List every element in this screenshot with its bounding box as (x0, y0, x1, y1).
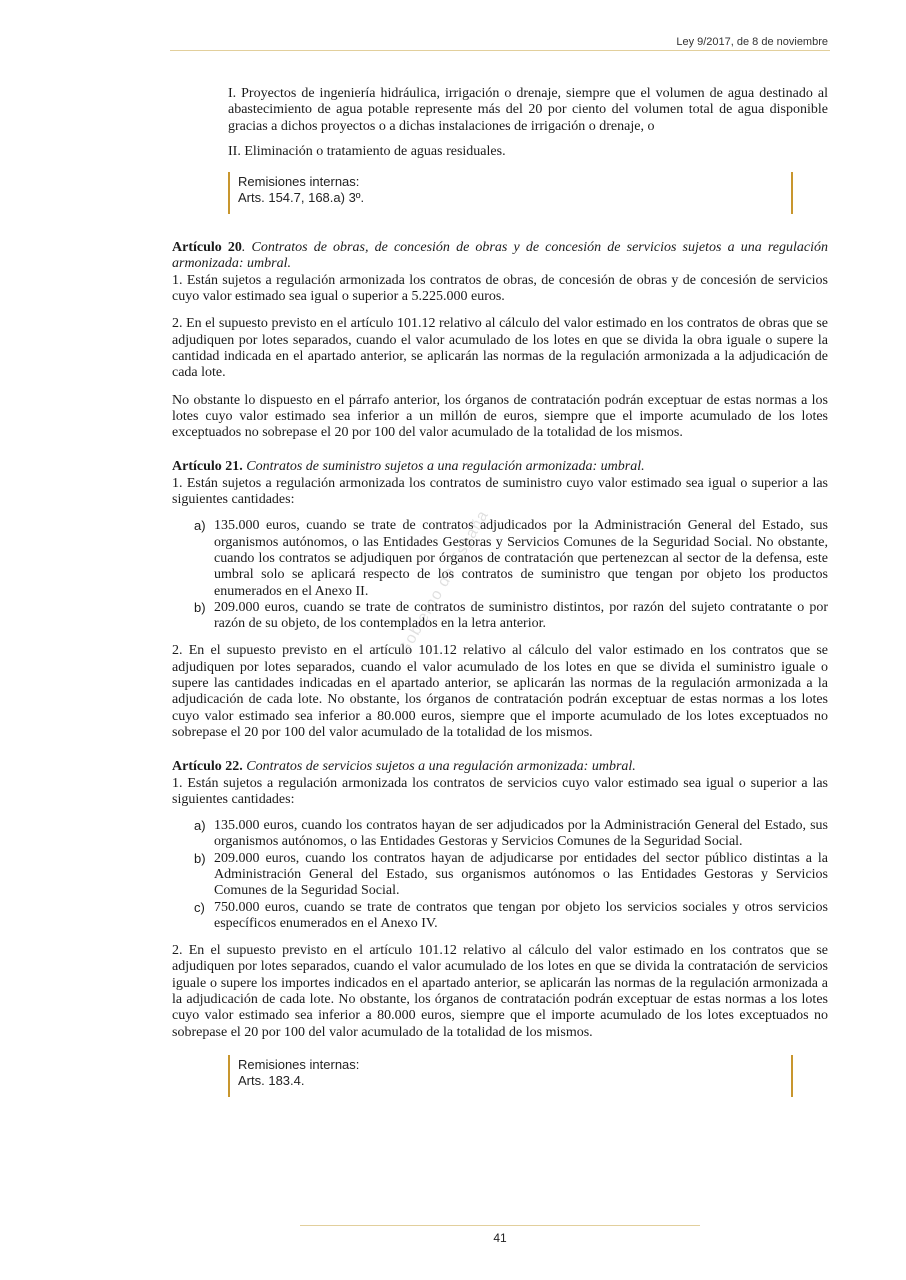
article-subtitle: Contratos de servicios sujetos a una regulación armonizada: umbral. (242, 759, 636, 775)
list-marker: c) (194, 899, 205, 915)
page-number: 41 (493, 1231, 507, 1245)
paragraph: 2. En el supuesto previsto en el artículo 101.12 relativo al cálculo del valor estimado en los contratos que se adjudiquen por lotes separados, cuando el valor acumulado de los lotes en que se divida el suministro iguale o supere las cantidades indicadas en el apartado anterior, se aplicarán las normas de la regulación armonizada a la adjudicación de cada lote. No obstante, los órganos de contratación podrán exceptuar de estas normas a los lotes cuyo valor estimado sea inferior a 80.000 euros, siempre que el importe acumulado de los lotes exceptuados no sobrepase el 20 por 100 del valor acumulado de la totalidad de los mismos. (172, 643, 828, 740)
list (172, 818, 828, 932)
list-item (172, 518, 828, 599)
article-heading: Artículo 21. (172, 459, 243, 475)
paragraph: 1. Están sujetos a regulación armonizada los contratos de obras, de concesión de obras y de concesión de servicios cuyo valor estimado sea igual o superior a 5.225.000 euros. (172, 272, 828, 305)
article-20-title (172, 240, 828, 273)
list-item-text: 135.000 euros, cuando los contratos hayan de ser adjudicados por la Administración General del Estado, sus organismos autónomos, o las Entidades Gestoras y Servicios Comunes de la Seguridad Social. (214, 818, 828, 850)
article-heading: Artículo 20 (172, 240, 242, 256)
list-item-text: 750.000 euros, cuando se trate de contratos que tengan por objeto los servicios sociales y otros servicios específicos enumerados en el Anexo IV. (214, 899, 828, 931)
header-divider (170, 50, 830, 51)
list-item-text: 209.000 euros, cuando los contratos hayan de adjudicarse por entidades del sector público distintas a la Administración General del Estado, sus organismos autónomos o las Entidades Gestoras y Servicios Comunes de la Seguridad Social. (214, 850, 828, 899)
remission-label: Remisiones internas: (238, 1056, 360, 1072)
article-21-title (172, 459, 828, 475)
list (172, 518, 828, 632)
article-heading: Artículo 22. (172, 759, 243, 775)
item-II: II. Eliminación o tratamiento de aguas residuales. (228, 143, 506, 159)
article-subtitle: . Contratos de obras, de concesión de obras y de concesión de servicios sujetos a una regulación armonizada: umbral. (172, 240, 828, 272)
list-item-text: 135.000 euros, cuando se trate de contratos adjudicados por la Administración General del Estado, sus organismos autónomos, o las Entidades Gestoras y Servicios Comunes de la Seguridad Social. No obstante, cuando los contratos se adjudiquen por órganos de contratación que pertenezcan al sector de la defensa, este umbral solo se aplicará respecto de los contratos de suministro que tengan por objeto los productos enumerados en el Anexo II. (214, 518, 828, 599)
paragraph: No obstante lo dispuesto en el párrafo anterior, los órganos de contratación podrán exceptuar de estas normas a los lotes cuyo valor estimado sea inferior a un millón de euros, siempre que el importe acumulado de los lotes exceptuados no sobrepase el 20 por 100 del valor acumulado de la totalidad de los mismos. (172, 392, 828, 441)
item-I: I. Proyectos de ingeniería hidráulica, irrigación o drenaje, siempre que el volumen de agua destinado al abastecimiento de agua potable represente más del 20 por ciento del volumen total de agua disponible gracias a dichos proyectos o a dichas instalaciones de irrigación o drenaje, o (228, 86, 828, 134)
remission-label: Remisiones internas: (238, 174, 360, 190)
list-marker: b) (194, 599, 206, 615)
list-item (172, 851, 828, 900)
document-body (172, 86, 828, 1097)
list-item (172, 818, 828, 851)
article-22-title (172, 759, 828, 775)
paragraph: 2. En el supuesto previsto en el artículo 101.12 relativo al cálculo del valor estimado en los contratos que se adjudiquen por lotes separados, cuando el valor acumulado de los lotes en que se divida la contratación de servicios iguale o supere los importes indicados en el apartado anterior, se aplicarán las normas de la regulación armonizada a la adjudicación de cada lote. No obstante, los órganos de contratación podrán exceptuar de estas normas a los lotes cuyo valor estimado sea inferior a 80.000 euros, siempre que el importe acumulado de los lotes exceptuados no sobrepase el 20 por 100 del valor acumulado de la totalidad de los mismos. (172, 943, 828, 1040)
footer-divider (300, 1225, 700, 1226)
internal-references-box (228, 172, 793, 214)
running-header: Ley 9/2017, de 8 de noviembre (676, 36, 828, 48)
internal-references-box (228, 1055, 793, 1097)
list-marker: b) (194, 850, 206, 866)
list-item (172, 600, 828, 633)
paragraph: 2. En el supuesto previsto en el artículo 101.12 relativo al cálculo del valor estimado en los contratos de obras que se adjudiquen por lotes separados, cuando el valor acumulado de los lotes en que se divida la obra iguale o supere la cantidad indicada en el apartado anterior, se aplicarán las normas de la regulación armonizada a la adjudicación de cada lote. (172, 316, 828, 381)
list-item (172, 900, 828, 933)
watermark: Gobierno de España (395, 507, 493, 659)
list-marker: a) (194, 818, 206, 834)
list-marker: a) (194, 518, 206, 534)
paragraph: 1. Están sujetos a regulación armonizada los contratos de suministro cuyo valor estimado sea igual o superior a las siguientes cantidades: (172, 475, 828, 508)
remission-refs: Arts. 154.7, 168.a) 3º. (238, 190, 365, 206)
remission-refs: Arts. 183.4. (238, 1072, 305, 1088)
list-item-text: 209.000 euros, cuando se trate de contratos de suministro distintos, por razón del sujeto contratante o por razón de su objeto, de los contemplados en la letra anterior. (214, 599, 828, 632)
article-subtitle: Contratos de suministro sujetos a una regulación armonizada: umbral. (242, 459, 645, 475)
paragraph: 1. Están sujetos a regulación armonizada los contratos de servicios cuyo valor estimado sea igual o superior a las siguientes cantidades: (172, 775, 828, 807)
